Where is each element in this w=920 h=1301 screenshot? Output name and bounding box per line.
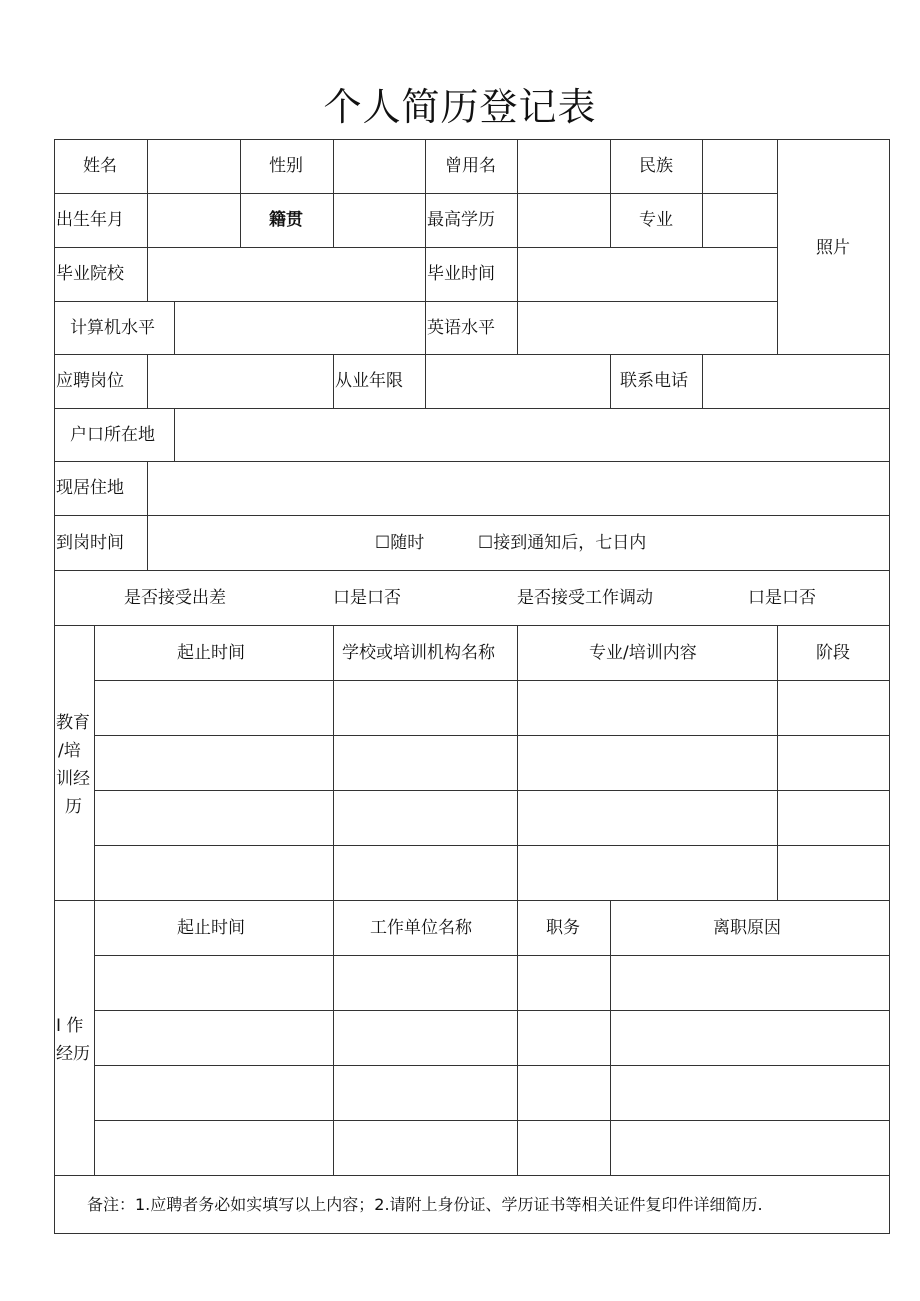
education-header-stage: 阶段 [816,643,850,663]
grid-line [54,301,778,302]
education-side-label: 历 [65,797,82,817]
grid-line [94,625,95,1175]
grid-line [94,1065,890,1066]
education-header-period: 起止时间 [177,643,245,663]
education-header-school: 学校或培训机构名称 [342,643,495,663]
form-table [54,139,890,1234]
english-label: 英语水平 [427,318,495,338]
grid-line [610,139,611,247]
major-label: 专业 [639,210,673,230]
grid-line [54,515,890,516]
gender-label: 性别 [269,156,303,176]
education-label: 最高学历 [427,210,495,230]
arrival-option-seven-days[interactable]: ☐接到通知后，七日内 [478,533,647,553]
grid-line [425,139,426,354]
work-side-label: I 作 [56,1016,84,1036]
grid-line [94,845,890,846]
grid-line [54,570,890,571]
grid-line [54,461,890,462]
grid-line [240,139,241,247]
grid-line [702,354,703,408]
grid-line [94,1010,890,1011]
computer-label: 计算机水平 [70,318,155,338]
school-label: 毕业院校 [56,264,124,284]
grid-line [610,900,611,1175]
grid-line [517,139,518,354]
grid-line [54,247,778,248]
travel-options[interactable]: 口是口否 [333,588,401,608]
work-header-company: 工作单位名称 [370,918,472,938]
former-name-label: 曾用名 [445,156,496,176]
grid-line [54,625,890,626]
name-label: 姓名 [83,156,117,176]
work-header-period: 起止时间 [177,918,245,938]
native-place-label: 籍贯 [269,210,303,230]
grid-line [333,354,334,408]
transfer-label: 是否接受工作调动 [517,588,653,608]
education-side-label: 教育 [56,713,90,733]
grid-line [94,955,890,956]
work-header-title: 职务 [546,918,580,938]
education-side-label: /培 [58,741,81,761]
years-label: 从业年限 [335,371,403,391]
grid-line [610,354,611,408]
grid-line [147,354,148,408]
ethnicity-label: 民族 [639,156,673,176]
grid-line [94,1120,890,1121]
education-side-label: 训经 [56,769,90,789]
grid-line [54,193,778,194]
hukou-label: 户口所在地 [70,425,155,445]
travel-label: 是否接受出差 [124,588,226,608]
work-side-label: 经历 [56,1044,90,1064]
arrival-option-anytime[interactable]: ☐随时 [375,533,425,553]
grid-line [54,408,890,409]
grid-line [147,461,148,570]
photo-label: 照片 [816,238,850,258]
grid-line [54,354,890,355]
grad-time-label: 毕业时间 [427,264,495,284]
grid-line [94,680,890,681]
grid-line [702,139,703,247]
grid-line [333,625,334,1175]
grid-line [174,408,175,461]
transfer-options[interactable]: 口是口否 [748,588,816,608]
grid-line [333,139,334,247]
education-header-major: 专业/培训内容 [589,643,697,663]
residence-label: 现居住地 [56,478,124,498]
phone-label: 联系电话 [620,371,688,391]
position-label: 应聘岗位 [56,371,124,391]
grid-line [777,139,778,354]
grid-line [54,1175,890,1176]
form-title: 个人简历登记表 [323,85,597,129]
grid-line [94,735,890,736]
grid-line [147,139,148,301]
grid-line [94,790,890,791]
arrival-label: 到岗时间 [56,533,124,553]
work-header-reason: 离职原因 [713,918,781,938]
grid-line [174,301,175,354]
footer-note: 备注：1.应聘者务必如实填写以上内容；2.请附上身份证、学历证书等相关证件复印件详细简历. [87,1195,763,1214]
grid-line [517,625,518,1175]
grid-line [425,354,426,408]
grid-line [54,900,890,901]
grid-line [777,625,778,900]
birth-label: 出生年月 [56,210,124,230]
